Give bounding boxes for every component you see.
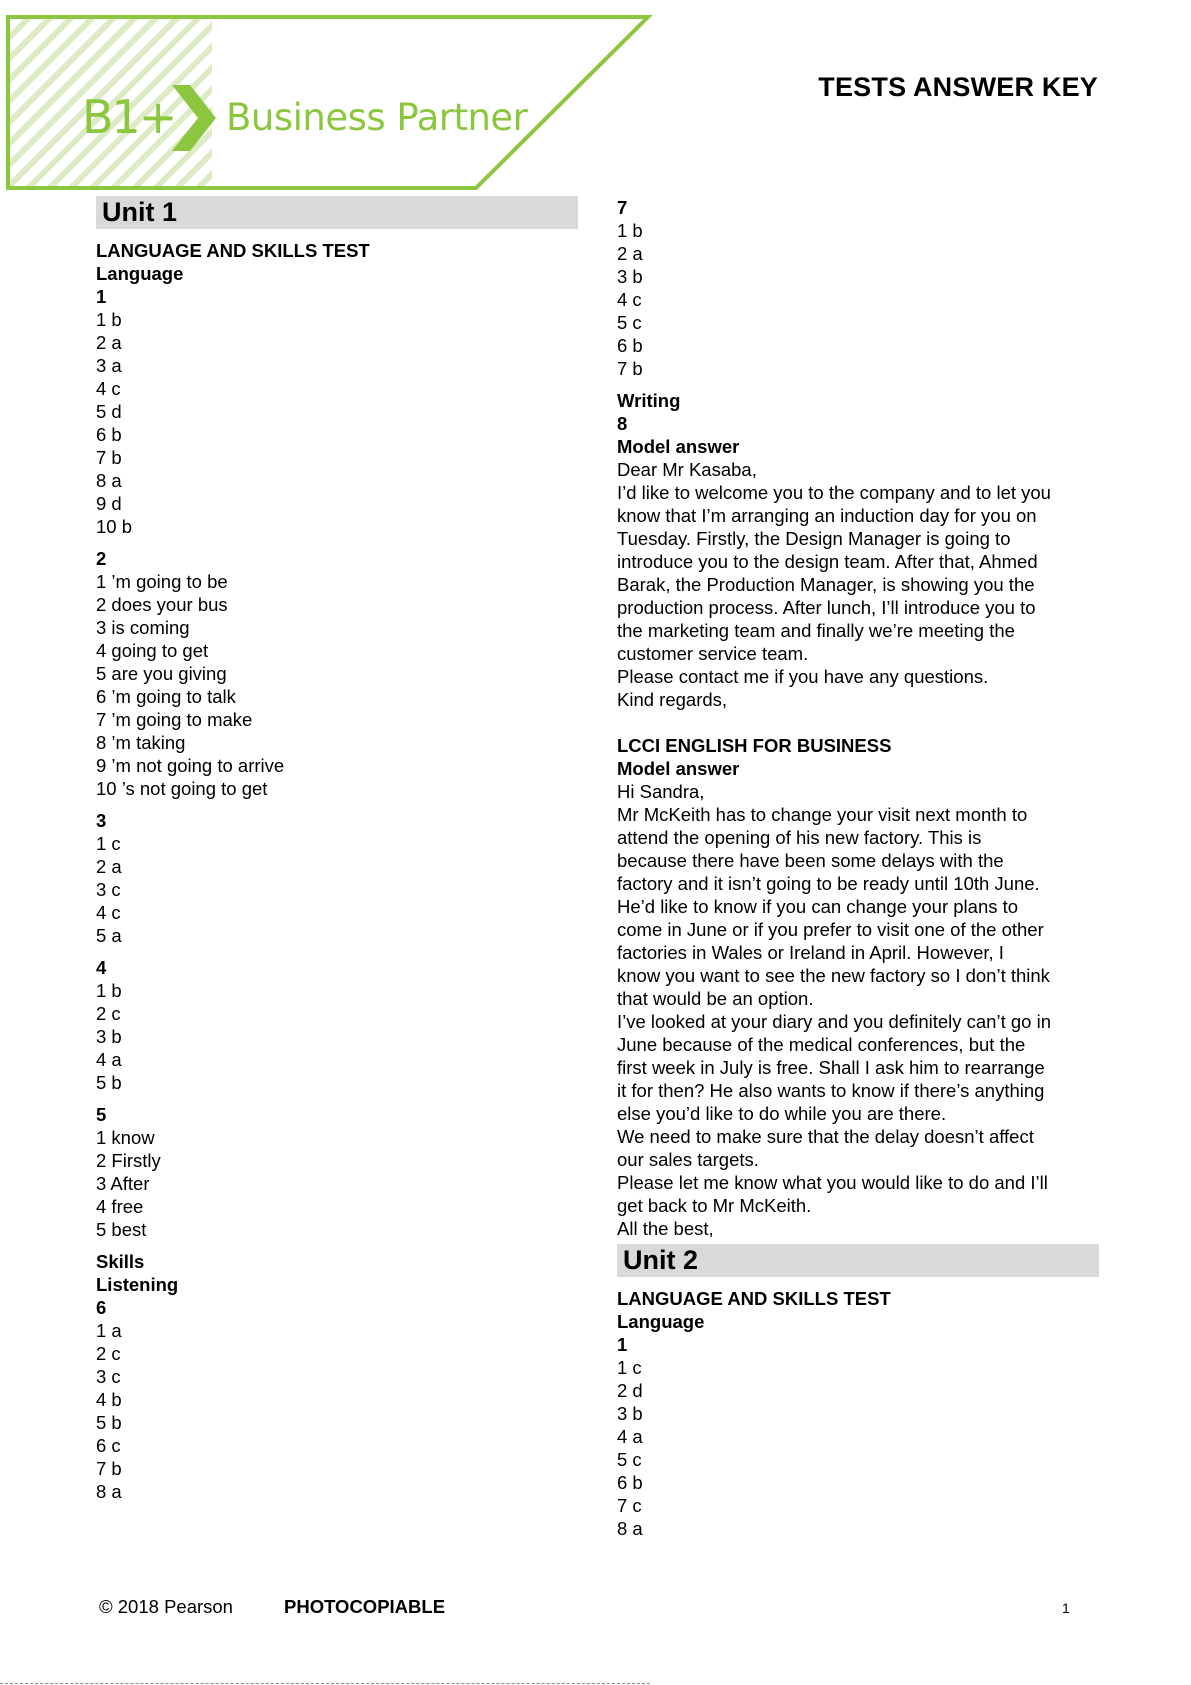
answer-line: 6 b xyxy=(617,335,643,356)
photocopiable-label: PHOTOCOPIABLE xyxy=(284,1596,446,1617)
answer-line: 3 c xyxy=(96,1366,121,1387)
document-title: TESTS ANSWER KEY xyxy=(818,72,1098,102)
answer-line: 3 b xyxy=(96,1026,122,1047)
section-heading: 4 xyxy=(96,957,107,978)
answer-line: 2 c xyxy=(96,1003,121,1024)
answer-line: 7 b xyxy=(617,358,643,379)
answer-line: 2 does your bus xyxy=(96,594,228,615)
section-heading: 2 xyxy=(96,548,107,569)
copyright-text: © 2018 Pearson xyxy=(99,1596,233,1617)
answer-line: 4 a xyxy=(617,1426,643,1447)
answer-line: 10 b xyxy=(96,516,133,537)
answer-line: attend the opening of his new factory. This is xyxy=(617,827,982,848)
answer-line: come in June or if you prefer to visit one of the other xyxy=(617,919,1044,940)
section-heading: 3 xyxy=(96,810,107,831)
answer-line: 7 c xyxy=(617,1495,642,1516)
answer-line: 1 b xyxy=(617,220,643,241)
answer-line: introduce you to the design team. After that, Ahmed xyxy=(617,551,1038,572)
answer-line: 2 Firstly xyxy=(96,1150,161,1171)
answer-line: 8 a xyxy=(617,1518,643,1539)
answer-line: 5 b xyxy=(96,1072,122,1093)
logo-level: B1+ xyxy=(82,90,176,144)
answer-line: 2 a xyxy=(96,332,122,353)
answer-line: 8 a xyxy=(96,470,122,491)
answer-line: 1 a xyxy=(96,1320,122,1341)
answer-line: 3 c xyxy=(96,879,121,900)
answer-line: 4 c xyxy=(96,378,121,399)
section-heading: LANGUAGE AND SKILLS TEST xyxy=(617,1288,891,1309)
section-heading: 6 xyxy=(96,1297,107,1318)
answer-line: 1 b xyxy=(96,980,122,1001)
section-heading: 7 xyxy=(617,197,628,218)
answer-line: I’d like to welcome you to the company and to let you xyxy=(617,482,1051,503)
answer-line: 2 c xyxy=(96,1343,121,1364)
section-heading: Language xyxy=(617,1311,705,1332)
answer-line: He’d like to know if you can change your plans to xyxy=(617,896,1019,917)
answer-line: Please let me know what you would like to do and I’ll xyxy=(617,1172,1048,1193)
answer-line: 5 c xyxy=(617,1449,642,1470)
logo-name: Business Partner xyxy=(226,96,528,139)
answer-line: Dear Mr Kasaba, xyxy=(617,459,757,480)
section-heading: LANGUAGE AND SKILLS TEST xyxy=(96,240,370,261)
answer-line: Mr McKeith has to change your visit next month to xyxy=(617,804,1028,825)
answer-line: 1 c xyxy=(96,833,121,854)
section-heading: Model answer xyxy=(617,758,740,779)
answer-line: Barak, the Production Manager, is showing you the xyxy=(617,574,1035,595)
answer-line: 3 After xyxy=(96,1173,150,1194)
answer-line: Please contact me if you have any questions. xyxy=(617,666,989,687)
answer-line: Kind regards, xyxy=(617,689,728,710)
answer-line: our sales targets. xyxy=(617,1149,759,1170)
answer-line: 5 best xyxy=(96,1219,147,1240)
section-heading: Writing xyxy=(617,390,681,411)
answer-line: 4 a xyxy=(96,1049,122,1070)
answer-line: 6 ’m going to talk xyxy=(96,686,236,707)
answer-line: 3 b xyxy=(617,1403,643,1424)
left-column xyxy=(96,196,578,1503)
answer-line: 5 d xyxy=(96,401,122,422)
answer-line: the marketing team and finally we’re meeting the xyxy=(617,620,1015,641)
answer-line: 1 ’m going to be xyxy=(96,571,228,592)
answer-line: 8 a xyxy=(96,1481,122,1502)
answer-list xyxy=(96,239,578,1503)
answer-line: 6 b xyxy=(96,424,122,445)
answer-line: 6 b xyxy=(617,1472,643,1493)
section-heading: Model answer xyxy=(617,436,740,457)
answer-line: it for then? He also wants to know if there’s anything xyxy=(617,1080,1045,1101)
answer-line: factories in Wales or Ireland in April. However, I xyxy=(617,942,1004,963)
answer-line: because there have been some delays with the xyxy=(617,850,1004,871)
answer-line: 4 going to get xyxy=(96,640,209,661)
answer-line: that would be an option. xyxy=(617,988,814,1009)
answer-line: 7 b xyxy=(96,1458,122,1479)
answer-line: June because of the medical conferences, but the xyxy=(617,1034,1026,1055)
answer-line: know that I’m arranging an induction day for you on xyxy=(617,505,1037,526)
section-heading: 1 xyxy=(96,286,107,307)
answer-line: All the best, xyxy=(617,1218,714,1239)
answer-line: 1 know xyxy=(96,1127,155,1148)
answer-line: 5 a xyxy=(96,925,122,946)
answer-line: 2 a xyxy=(96,856,122,877)
section-heading: 8 xyxy=(617,413,628,434)
footer-divider xyxy=(0,1683,650,1684)
answer-line: customer service team. xyxy=(617,643,809,664)
right-column xyxy=(617,196,1099,1540)
answer-line: else you’d like to do while you are there. xyxy=(617,1103,947,1124)
answer-line: factory and it isn’t going to be ready until 10th June. xyxy=(617,873,1040,894)
answer-line: 1 b xyxy=(96,309,122,330)
answer-line: 7 ’m going to make xyxy=(96,709,253,730)
answer-line: Tuesday. Firstly, the Design Manager is going to xyxy=(617,528,1011,549)
unit-heading: Unit 1 xyxy=(96,196,578,229)
answer-line: 5 b xyxy=(96,1412,122,1433)
section-heading: Listening xyxy=(96,1274,179,1295)
answer-list xyxy=(617,196,1099,1240)
answer-line: first week in July is free. Shall I ask him to rearrange xyxy=(617,1057,1045,1078)
answer-line: 5 are you giving xyxy=(96,663,227,684)
answer-line: I’ve looked at your diary and you definitely can’t go in xyxy=(617,1011,1051,1032)
answer-line: 10 ’s not going to get xyxy=(96,778,268,799)
answer-line: 4 free xyxy=(96,1196,144,1217)
unit-heading: Unit 2 xyxy=(617,1244,1099,1277)
answer-line: know you want to see the new factory so I don’t think xyxy=(617,965,1050,986)
section-heading: LCCI ENGLISH FOR BUSINESS xyxy=(617,735,892,756)
answer-line: 8 ’m taking xyxy=(96,732,186,753)
answer-line: 4 b xyxy=(96,1389,122,1410)
answer-line: 3 b xyxy=(617,266,643,287)
answer-line: 4 c xyxy=(96,902,121,923)
answer-list xyxy=(617,1287,1099,1540)
answer-line: 9 ’m not going to arrive xyxy=(96,755,285,776)
section-heading: 5 xyxy=(96,1104,107,1125)
answer-line: We need to make sure that the delay doesn’t affect xyxy=(617,1126,1034,1147)
section-heading: Skills xyxy=(96,1251,145,1272)
answer-line: get back to Mr McKeith. xyxy=(617,1195,812,1216)
section-heading: Language xyxy=(96,263,184,284)
answer-line: 9 d xyxy=(96,493,122,514)
page-number: 1 xyxy=(1062,1600,1070,1616)
answer-line: 6 c xyxy=(96,1435,121,1456)
answer-line: Hi Sandra, xyxy=(617,781,705,802)
answer-line: production process. After lunch, I’ll introduce you to xyxy=(617,597,1036,618)
section-heading: 1 xyxy=(617,1334,628,1355)
answer-line: 5 c xyxy=(617,312,642,333)
answer-line: 3 is coming xyxy=(96,617,190,638)
answer-line: 3 a xyxy=(96,355,122,376)
answer-line: 7 b xyxy=(96,447,122,468)
answer-line: 2 a xyxy=(617,243,643,264)
answer-line: 1 c xyxy=(617,1357,642,1378)
answer-line: 2 d xyxy=(617,1380,643,1401)
answer-line: 4 c xyxy=(617,289,642,310)
